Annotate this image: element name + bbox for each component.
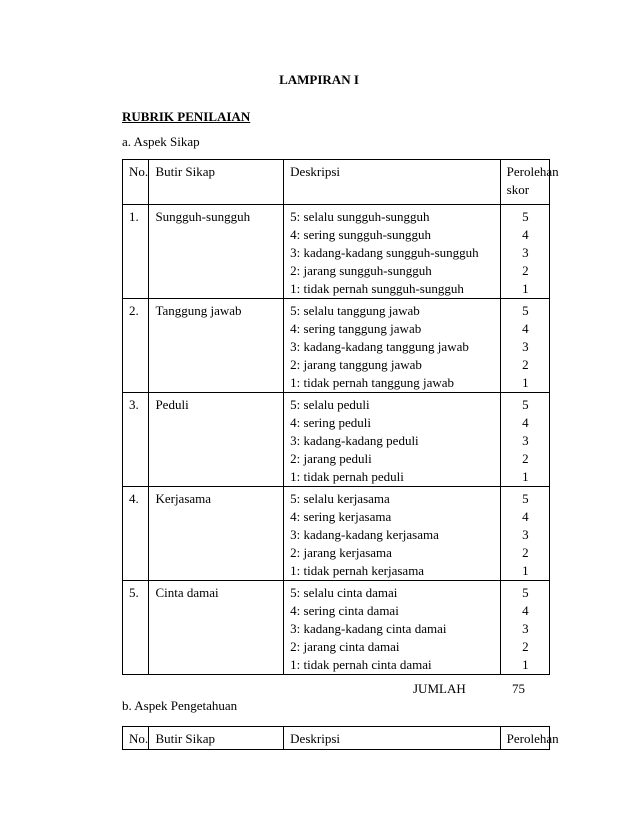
description-line: 5: selalu tanggung jawab: [290, 303, 420, 318]
total-label: JUMLAH: [413, 681, 466, 696]
row-item: Sungguh-sungguh: [149, 205, 284, 299]
row-item: Cinta damai: [149, 581, 284, 675]
description-line: 1: tidak pernah peduli: [290, 469, 404, 484]
table-header-row: [123, 727, 550, 750]
table-row: [123, 487, 550, 581]
knowledge-rubric-table: [122, 726, 559, 750]
score-value: 3: [522, 339, 529, 354]
header-no: No.: [123, 160, 149, 205]
description-line: 4: sering peduli: [290, 415, 372, 430]
row-no: 4.: [123, 487, 149, 581]
description-line: 2: jarang tanggung jawab: [290, 357, 422, 372]
description-line: 4: sering tanggung jawab: [290, 321, 422, 336]
table-row: [123, 299, 550, 393]
section-b-heading: b. Aspek Pengetahuan: [122, 698, 238, 713]
score-value: 5: [522, 303, 529, 318]
row-item: Peduli: [149, 393, 284, 487]
header-item: Butir Sikap: [149, 160, 284, 205]
row-scores: [500, 205, 549, 299]
header-no: No.: [123, 727, 149, 750]
score-value: 1: [522, 281, 529, 296]
row-description: [284, 393, 501, 487]
score-value: 5: [522, 397, 529, 412]
description-line: 3: kadang-kadang tanggung jawab: [290, 339, 469, 354]
header-description: Deskripsi: [284, 727, 501, 750]
score-value: 4: [522, 415, 529, 430]
table-header-row: [123, 160, 550, 205]
score-value: 2: [522, 639, 529, 654]
description-line: 2: jarang peduli: [290, 451, 372, 466]
row-description: [284, 581, 501, 675]
score-value: 4: [522, 509, 529, 524]
description-line: 3: kadang-kadang sungguh-sungguh: [290, 245, 479, 260]
row-no: 3.: [123, 393, 149, 487]
score-value: 3: [522, 433, 529, 448]
attitude-rubric-table: [122, 159, 559, 675]
score-value: 1: [522, 375, 529, 390]
section-a-heading: a. Aspek Sikap: [122, 134, 200, 149]
row-description: [284, 205, 501, 299]
row-description: [284, 299, 501, 393]
score-value: 2: [522, 357, 529, 372]
row-no: 5.: [123, 581, 149, 675]
page-title: LAMPIRAN I: [279, 72, 359, 87]
score-value: 2: [522, 451, 529, 466]
row-item: Kerjasama: [149, 487, 284, 581]
description-line: 4: sering sungguh-sungguh: [290, 227, 431, 242]
score-value: 3: [522, 527, 529, 542]
description-line: 1: tidak pernah cinta damai: [290, 657, 432, 672]
description-line: 2: jarang cinta damai: [290, 639, 400, 654]
row-description: [284, 487, 501, 581]
score-value: 2: [522, 545, 529, 560]
row-scores: [500, 299, 549, 393]
header-score: Perolehan skor: [500, 160, 549, 205]
row-no: 2.: [123, 299, 149, 393]
score-value: 1: [522, 469, 529, 484]
row-no: 1.: [123, 205, 149, 299]
rubric-heading: RUBRIK PENILAIAN: [122, 109, 251, 124]
description-line: 1: tidak pernah sungguh-sungguh: [290, 281, 464, 296]
description-line: 2: jarang sungguh-sungguh: [290, 263, 432, 278]
row-scores: [500, 393, 549, 487]
total-value: 75: [512, 681, 525, 696]
row-scores: [500, 487, 549, 581]
score-value: 5: [522, 209, 529, 224]
score-value: 1: [522, 657, 529, 672]
score-value: 4: [522, 227, 529, 242]
header-score: Perolehan: [500, 727, 549, 750]
description-line: 3: kadang-kadang cinta damai: [290, 621, 447, 636]
description-line: 5: selalu kerjasama: [290, 491, 390, 506]
description-line: 5: selalu sungguh-sungguh: [290, 209, 430, 224]
description-line: 4: sering kerjasama: [290, 509, 392, 524]
description-line: 2: jarang kerjasama: [290, 545, 392, 560]
score-value: 3: [522, 245, 529, 260]
table-row: [123, 205, 550, 299]
score-value: 5: [522, 585, 529, 600]
score-value: 5: [522, 491, 529, 506]
row-item: Tanggung jawab: [149, 299, 284, 393]
description-line: 1: tidak pernah tanggung jawab: [290, 375, 455, 390]
header-item: Butir Sikap: [149, 727, 284, 750]
score-value: 3: [522, 621, 529, 636]
description-line: 5: selalu cinta damai: [290, 585, 398, 600]
table-row: [123, 393, 550, 487]
score-value: 2: [522, 263, 529, 278]
header-description: Deskripsi: [284, 160, 501, 205]
score-value: 4: [522, 321, 529, 336]
description-line: 4: sering cinta damai: [290, 603, 399, 618]
score-value: 4: [522, 603, 529, 618]
description-line: 3: kadang-kadang peduli: [290, 433, 419, 448]
description-line: 5: selalu peduli: [290, 397, 370, 412]
score-value: 1: [522, 563, 529, 578]
description-line: 1: tidak pernah kerjasama: [290, 563, 425, 578]
table-row: [123, 581, 550, 675]
description-line: 3: kadang-kadang kerjasama: [290, 527, 439, 542]
row-scores: [500, 581, 549, 675]
